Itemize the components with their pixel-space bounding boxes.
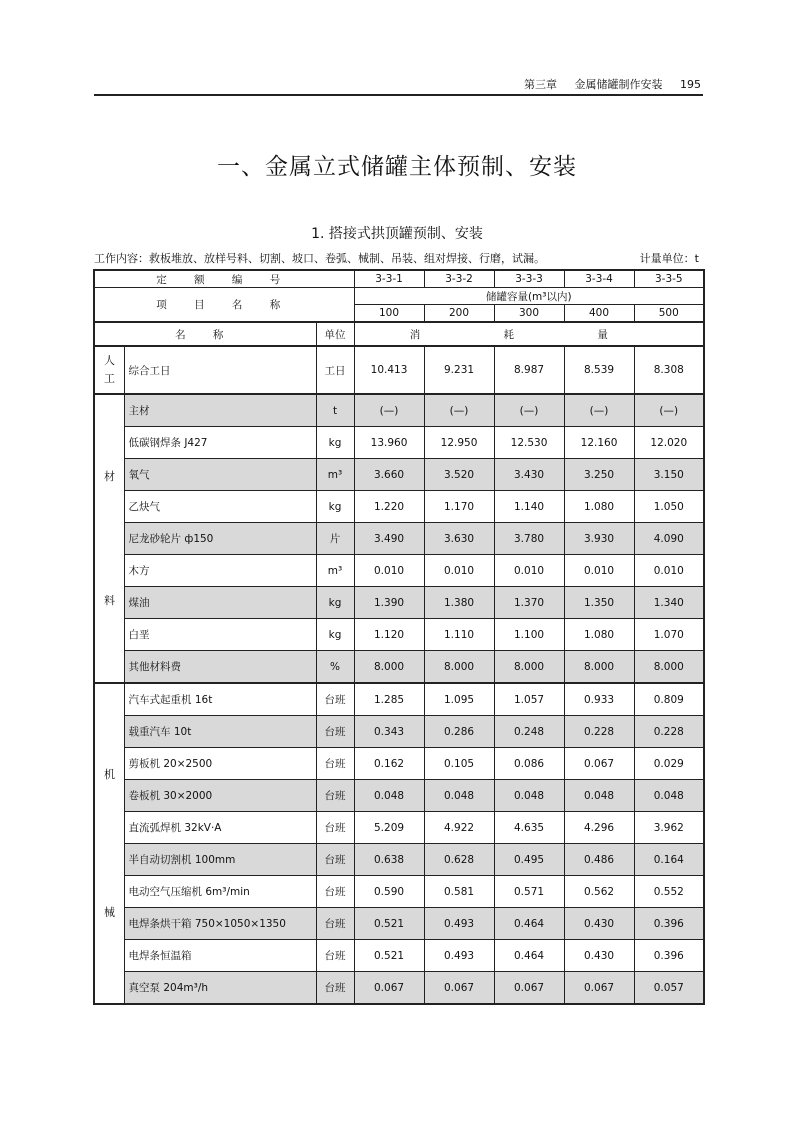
item-unit: 台班 — [316, 812, 354, 844]
value-cell: 0.571 — [494, 876, 564, 908]
value-cell: 0.048 — [424, 780, 494, 812]
value-cell: 1.070 — [634, 619, 704, 651]
value-cell: 0.162 — [354, 748, 424, 780]
item-unit: t — [316, 394, 354, 427]
value-cell: 0.067 — [424, 972, 494, 1005]
value-cell: 0.010 — [354, 555, 424, 587]
header-row-columns — [94, 322, 704, 346]
value-cell: 0.048 — [634, 780, 704, 812]
page-number: 195 — [680, 78, 701, 91]
machinery-row — [94, 683, 704, 716]
machinery-row — [94, 780, 704, 812]
value-cell: 1.080 — [564, 619, 634, 651]
item-name: 半自动切割机 100mm — [124, 844, 316, 876]
name-column-label: 名 称 — [94, 322, 316, 346]
header-row-capacity — [94, 288, 704, 305]
page-title: 一、金属立式储罐主体预制、安装 — [217, 154, 577, 180]
machinery-row — [94, 972, 704, 1005]
materials-row — [94, 523, 704, 555]
item-name: 乙炔气 — [124, 491, 316, 523]
value-cell: 0.464 — [494, 940, 564, 972]
value-cell: 0.430 — [564, 940, 634, 972]
item-name: 白垩 — [124, 619, 316, 651]
materials-row — [94, 491, 704, 523]
value-cell: 0.562 — [564, 876, 634, 908]
item-name: 真空泵 204m³/h — [124, 972, 316, 1005]
item-name: 载重汽车 10t — [124, 716, 316, 748]
value-cell: (—) — [424, 394, 494, 427]
value-cell: 0.343 — [354, 716, 424, 748]
value-cell: 0.228 — [634, 716, 704, 748]
value-cell: 0.048 — [564, 780, 634, 812]
item-unit: 台班 — [316, 876, 354, 908]
value-cell: 0.493 — [424, 908, 494, 940]
item-unit: kg — [316, 619, 354, 651]
item-name: 直流弧焊机 32kV·A — [124, 812, 316, 844]
value-cell: 0.086 — [494, 748, 564, 780]
machinery-row — [94, 876, 704, 908]
value-cell: 8.539 — [564, 346, 634, 394]
value-cell: 0.493 — [424, 940, 494, 972]
value-cell: 3.430 — [494, 459, 564, 491]
value-cell: (—) — [354, 394, 424, 427]
capacity-cell: 200 — [424, 305, 494, 323]
value-cell: 12.160 — [564, 427, 634, 459]
value-cell: 1.350 — [564, 587, 634, 619]
item-name: 氧气 — [124, 459, 316, 491]
unit-column-label: 单位 — [316, 322, 354, 346]
value-cell: 0.105 — [424, 748, 494, 780]
value-cell: 3.780 — [494, 523, 564, 555]
value-cell: 8.000 — [354, 651, 424, 684]
value-cell: 0.248 — [494, 716, 564, 748]
value-cell: 0.010 — [494, 555, 564, 587]
item-unit: 台班 — [316, 748, 354, 780]
value-cell: 4.635 — [494, 812, 564, 844]
machinery-row — [94, 940, 704, 972]
item-unit: kg — [316, 491, 354, 523]
value-cell: 0.581 — [424, 876, 494, 908]
value-cell: 0.495 — [494, 844, 564, 876]
labor-group-label: 人工 — [94, 346, 124, 394]
consumption-label: 消 耗 量 — [354, 322, 704, 346]
value-cell: 0.464 — [494, 908, 564, 940]
item-unit: kg — [316, 427, 354, 459]
value-cell: 10.413 — [354, 346, 424, 394]
code-cell: 3-3-3 — [494, 270, 564, 288]
machinery-row — [94, 748, 704, 780]
code-cell: 3-3-1 — [354, 270, 424, 288]
value-cell: 0.628 — [424, 844, 494, 876]
item-name: 电焊条恒温箱 — [124, 940, 316, 972]
machinery-group-label: 机械 — [94, 683, 124, 1004]
value-cell: 1.057 — [494, 683, 564, 716]
item-name: 主材 — [124, 394, 316, 427]
quota-number-label: 定 额 编 号 — [94, 270, 354, 288]
quota-table-body — [94, 270, 704, 1004]
item-unit: 片 — [316, 523, 354, 555]
item-unit: 台班 — [316, 940, 354, 972]
materials-row — [94, 587, 704, 619]
value-cell: 1.390 — [354, 587, 424, 619]
value-cell: 1.120 — [354, 619, 424, 651]
materials-row — [94, 427, 704, 459]
value-cell: 1.140 — [494, 491, 564, 523]
item-name: 电焊条烘干箱 750×1050×1350 — [124, 908, 316, 940]
value-cell: 3.490 — [354, 523, 424, 555]
value-cell: 0.430 — [564, 908, 634, 940]
value-cell: 0.067 — [564, 972, 634, 1005]
materials-row — [94, 651, 704, 684]
value-cell: 1.100 — [494, 619, 564, 651]
capacity-cell: 500 — [634, 305, 704, 323]
value-cell: 0.010 — [564, 555, 634, 587]
value-cell: 3.660 — [354, 459, 424, 491]
item-unit: 台班 — [316, 844, 354, 876]
chapter-label: 第三章 — [524, 78, 557, 91]
value-cell: 1.095 — [424, 683, 494, 716]
value-cell: (—) — [494, 394, 564, 427]
item-name: 电动空气压缩机 6m³/min — [124, 876, 316, 908]
value-cell: 0.010 — [424, 555, 494, 587]
value-cell: 1.340 — [634, 587, 704, 619]
value-cell: 0.067 — [564, 748, 634, 780]
machinery-row — [94, 812, 704, 844]
value-cell: 8.000 — [564, 651, 634, 684]
value-cell: 0.396 — [634, 908, 704, 940]
item-name: 尼龙砂轮片 ф150 — [124, 523, 316, 555]
item-name: 综合工日 — [124, 346, 316, 394]
value-cell: (—) — [564, 394, 634, 427]
value-cell: 0.590 — [354, 876, 424, 908]
value-cell: 0.048 — [354, 780, 424, 812]
value-cell: 0.521 — [354, 940, 424, 972]
value-cell: 0.396 — [634, 940, 704, 972]
header-row-codes — [94, 270, 704, 288]
value-cell: 0.228 — [564, 716, 634, 748]
item-name: 剪板机 20×2500 — [124, 748, 316, 780]
value-cell: 0.067 — [354, 972, 424, 1005]
materials-group-label: 材料 — [94, 394, 124, 683]
value-cell: 12.530 — [494, 427, 564, 459]
value-cell: 12.020 — [634, 427, 704, 459]
value-cell: 12.950 — [424, 427, 494, 459]
item-name: 其他材料费 — [124, 651, 316, 684]
value-cell: 8.000 — [494, 651, 564, 684]
item-unit: 台班 — [316, 908, 354, 940]
item-name: 汽车式起重机 16t — [124, 683, 316, 716]
work-content: 工作内容：救板堆放、放样号料、切割、坡口、卷弧、械制、吊装、组对焊接、行磨，试漏。 — [94, 252, 545, 265]
item-unit: m³ — [316, 459, 354, 491]
value-cell: 8.308 — [634, 346, 704, 394]
code-cell: 3-3-4 — [564, 270, 634, 288]
value-cell: 8.000 — [634, 651, 704, 684]
value-cell: 0.164 — [634, 844, 704, 876]
value-cell: 0.809 — [634, 683, 704, 716]
section-subtitle: 1. 搭接式拱顶罐预制、安装 — [311, 226, 483, 242]
value-cell: 3.250 — [564, 459, 634, 491]
item-unit: % — [316, 651, 354, 684]
item-unit: 台班 — [316, 716, 354, 748]
value-cell: 13.960 — [354, 427, 424, 459]
item-name: 卷板机 30×2000 — [124, 780, 316, 812]
quota-table — [93, 269, 705, 1005]
value-cell: 0.057 — [634, 972, 704, 1005]
value-cell: 1.050 — [634, 491, 704, 523]
item-name: 煤油 — [124, 587, 316, 619]
measurement-unit: 计量单位：t — [639, 252, 699, 265]
value-cell: 8.000 — [424, 651, 494, 684]
capacity-label: 储罐容量(m³以内) — [354, 288, 704, 305]
value-cell: 0.638 — [354, 844, 424, 876]
value-cell: 4.090 — [634, 523, 704, 555]
item-unit: 工日 — [316, 346, 354, 394]
value-cell: 1.285 — [354, 683, 424, 716]
capacity-cell: 400 — [564, 305, 634, 323]
item-unit: 台班 — [316, 683, 354, 716]
value-cell: 9.231 — [424, 346, 494, 394]
value-cell: 4.922 — [424, 812, 494, 844]
item-unit: 台班 — [316, 780, 354, 812]
code-cell: 3-3-5 — [634, 270, 704, 288]
value-cell: 0.067 — [494, 972, 564, 1005]
value-cell: 4.296 — [564, 812, 634, 844]
capacity-cell: 300 — [494, 305, 564, 323]
value-cell: 0.010 — [634, 555, 704, 587]
item-unit: kg — [316, 587, 354, 619]
running-header — [94, 72, 703, 96]
item-name: 低碳钢焊条 J427 — [124, 427, 316, 459]
value-cell: 0.286 — [424, 716, 494, 748]
value-cell: 1.110 — [424, 619, 494, 651]
machinery-row — [94, 844, 704, 876]
work-content-line — [94, 250, 703, 266]
value-cell: 0.486 — [564, 844, 634, 876]
value-cell: 0.048 — [494, 780, 564, 812]
materials-row — [94, 619, 704, 651]
item-unit: m³ — [316, 555, 354, 587]
value-cell: 1.170 — [424, 491, 494, 523]
value-cell: 3.520 — [424, 459, 494, 491]
value-cell: 8.987 — [494, 346, 564, 394]
value-cell: 5.209 — [354, 812, 424, 844]
value-cell: 1.380 — [424, 587, 494, 619]
value-cell: 0.933 — [564, 683, 634, 716]
materials-row — [94, 555, 704, 587]
code-cell: 3-3-2 — [424, 270, 494, 288]
item-name: 木方 — [124, 555, 316, 587]
value-cell: 3.962 — [634, 812, 704, 844]
value-cell: 3.150 — [634, 459, 704, 491]
value-cell: 3.930 — [564, 523, 634, 555]
value-cell: 1.370 — [494, 587, 564, 619]
value-cell: 0.029 — [634, 748, 704, 780]
item-unit: 台班 — [316, 972, 354, 1005]
chapter-title: 金属储罐制作安装 — [574, 78, 663, 91]
value-cell: 0.521 — [354, 908, 424, 940]
machinery-row — [94, 716, 704, 748]
value-cell: 0.552 — [634, 876, 704, 908]
labor-row — [94, 346, 704, 394]
machinery-row — [94, 908, 704, 940]
value-cell: 3.630 — [424, 523, 494, 555]
materials-row — [94, 459, 704, 491]
value-cell: 1.220 — [354, 491, 424, 523]
materials-row — [94, 394, 704, 427]
value-cell: 1.080 — [564, 491, 634, 523]
item-name-label: 项 目 名 称 — [94, 288, 354, 323]
value-cell: (—) — [634, 394, 704, 427]
capacity-cell: 100 — [354, 305, 424, 323]
